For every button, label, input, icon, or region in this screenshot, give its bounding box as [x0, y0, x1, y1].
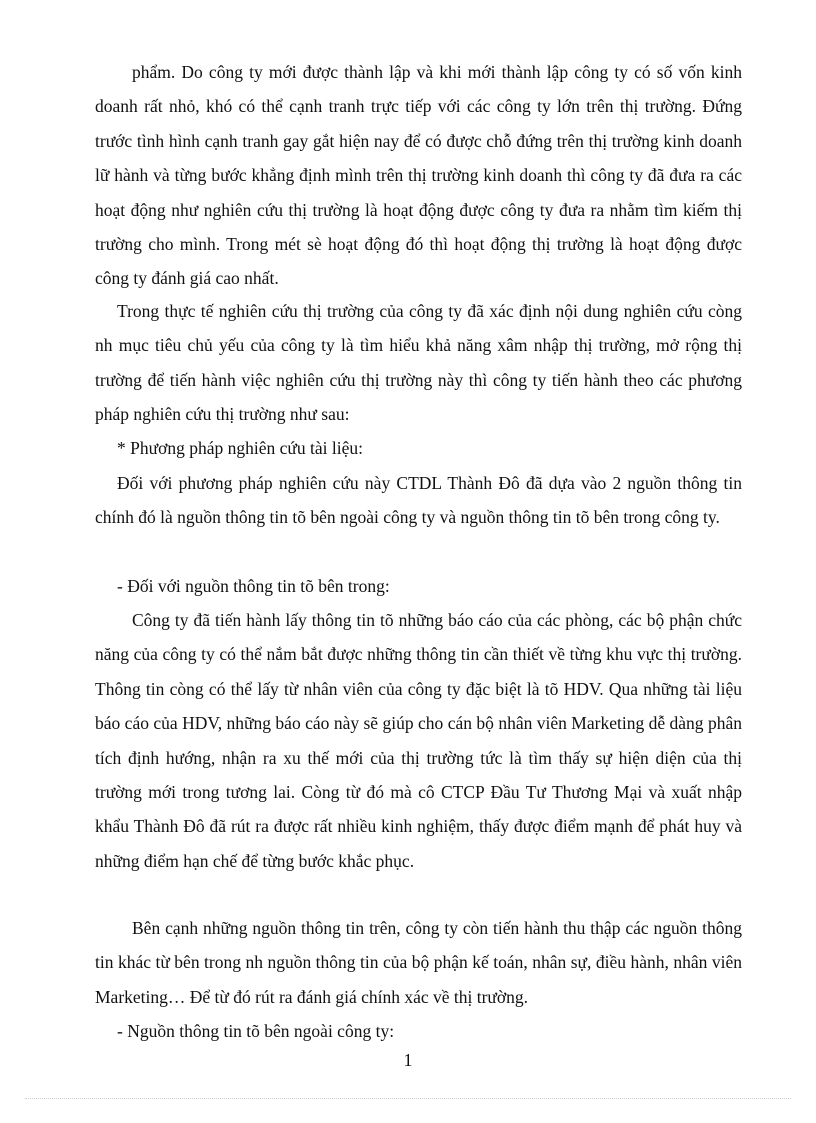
paragraph-two-sources: Đối với phương pháp nghiên cứu này CTDL Thành Đô đã dựa vào 2 nguồn thông tin chính đó là nguồn thông tin tõ bên ngoài công ty và nguồn thông tin tõ bên trong công ty. — [95, 473, 742, 528]
heading-external-sources: - Nguồn thông tin tõ bên ngoài công ty: — [117, 1021, 395, 1041]
paragraph-other-sources: Bên cạnh những nguồn thông tin trên, công ty còn tiến hành thu thập các nguồn thông tin khác từ bên trong nh nguồn thông tin của bộ phận kế toán, nhân sự, điều hành, nhân viên Marketing… Để từ đó rút ra đánh giá chính xác về thị trường. — [95, 918, 742, 1007]
paragraph-intro: phẩm. Do công ty mới được thành lập và khi mới thành lập công ty có số vốn kinh doanh rất nhỏ, khó có thể cạnh tranh trực tiếp với các công ty lớn trên thị trường. Đứng trước tình hình cạnh tranh gay gắt hiện nay để có được chỗ đứng trên thị trường kinh doanh lữ hành và từng bước khẳng định mình trên thị trường kinh doanh thì công ty đã đưa ra các hoạt động như nghiên cứu thị trường là hoạt động được công ty đưa ra nhằm tìm kiếm thị trường cho mình. Trong mét sè hoạt động đó thì hoạt động thị trường là hoạt động được công ty đánh giá cao nhất. — [95, 62, 742, 289]
paragraph-research-content: Trong thực tế nghiên cứu thị trường của công ty đã xác định nội dung nghiên cứu còng nh mục tiêu chủ yếu của công ty là tìm hiểu khả năng xâm nhập thị trường, mở rộng thị trường để tiến hành việc nghiên cứu thị trường này thì công ty tiến hành theo các phương pháp nghiên cứu thị trường như sau: — [95, 301, 742, 425]
heading-document-method: * Phương pháp nghiên cứu tài liệu: — [117, 438, 363, 458]
page-number: 1 — [403, 1050, 413, 1070]
page-bottom-border — [25, 1098, 791, 1099]
paragraph-internal-reports: Công ty đã tiến hành lấy thông tin tõ những báo cáo của các phòng, các bộ phận chức năng của công ty có thể nắm bắt được những thông tin cần thiết về từng khu vực thị trường. Thông tin còng có thể lấy từ nhân viên của công ty đặc biệt là tõ HDV. Qua những tài liệu báo cáo của HDV, những báo cáo này sẽ giúp cho cán bộ nhân viên Marketing dễ dàng phân tích định hướng, nhận ra xu thế mới của thị trường tức là tìm thấy sự hiện diện của thị trường mới trong tương lai. Còng từ đó mà cô CTCP Đầu Tư Thương Mại và xuất nhập khẩu Thành Đô đã rút ra được rất nhiều kinh nghiệm, thấy được điểm mạnh để phát huy và những điểm hạn chế để từng bước khắc phục. — [95, 610, 742, 871]
heading-internal-sources: - Đối với nguồn thông tin tõ bên trong: — [117, 576, 390, 596]
